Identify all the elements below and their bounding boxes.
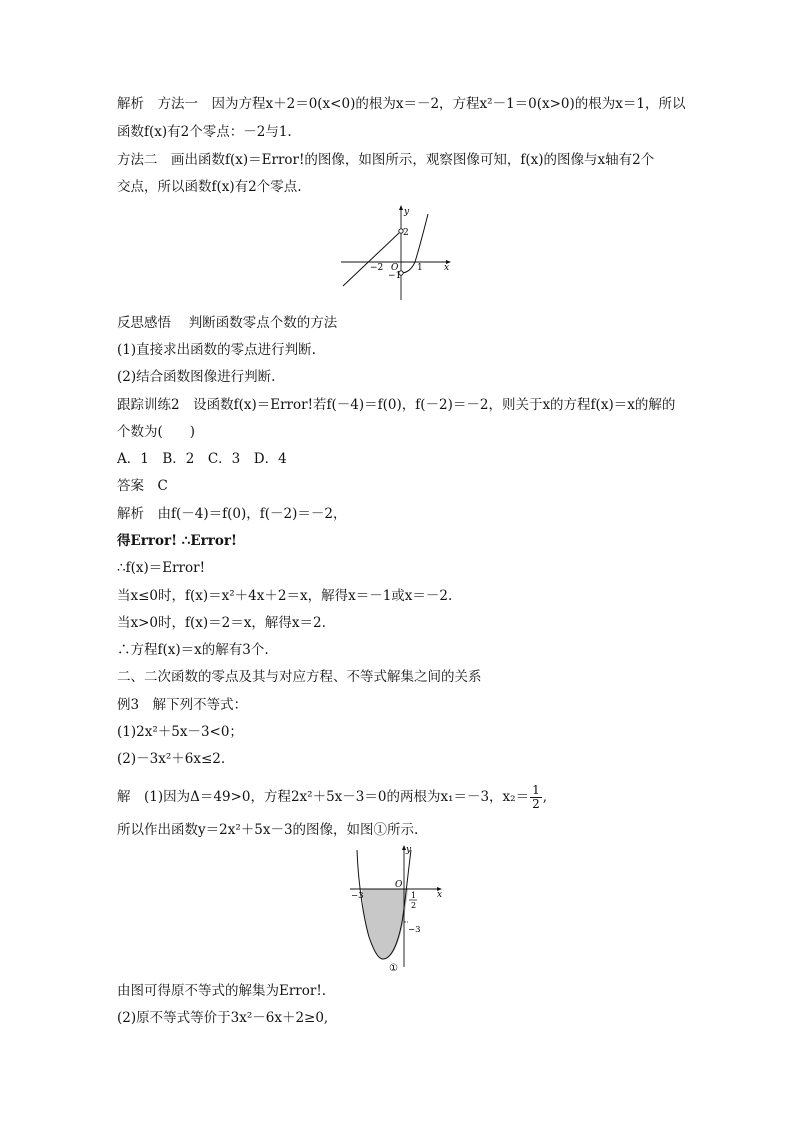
text-line-with-fraction (117, 784, 547, 811)
y-axis-arrow (399, 205, 403, 210)
text-line: 由图可得原不等式的解集为Error!. (117, 983, 327, 999)
text-line: 跟踪训练2 设函数f(x)＝Error!若f(－4)＝f(0)，f(－2)＝－2，则关于x的方程f(x)＝x的解的 (117, 397, 676, 413)
graph-svg (338, 202, 453, 302)
graph-svg (345, 842, 453, 974)
y-axis-label: y (406, 845, 412, 855)
text-line: (2)原不等式等价于3x²－6x＋2≥0, (117, 1010, 329, 1026)
text-line: (1)直接求出函数的零点进行判断. (117, 342, 316, 358)
text-line: 交点，所以函数f(x)有2个零点. (117, 179, 302, 195)
text-line: 解析 方法一 因为方程x＋2＝0(x<0)的根为x＝－2，方程x²－1＝0(x>0)的根为x＝1，所以 (117, 96, 686, 112)
x-axis-label: x (444, 263, 450, 273)
fraction-one-half: $\frac{1}{2}$ (532, 783, 540, 811)
text-line: 反思感悟 判断函数零点个数的方法 (117, 315, 338, 331)
solution-text: 解 (1)因为Δ＝49>0，方程2x²＋5x－3＝0的两根为x₁＝－3，x₂＝ (117, 789, 530, 805)
text-line: 方法二 画出函数f(x)＝Error!的图像，如图所示，观察图像可知，f(x)的图像与x轴有2个 (117, 152, 655, 168)
tick-label-neg1: −1 (388, 271, 402, 281)
text-line: (2)结合函数图像进行判断. (117, 369, 276, 385)
comma: , (542, 789, 548, 805)
origin-label: O (395, 880, 403, 890)
origin-label: O (391, 263, 399, 273)
text-line: 例3 解下列不等式： (117, 697, 248, 713)
section-heading: 二、二次函数的零点及其与对应方程、不等式解集之间的关系 (117, 669, 482, 685)
text-line: ∴方程f(x)＝x的解有3个. (117, 642, 269, 658)
tick-label-half-den: 2 (411, 901, 417, 910)
text-line: 解析 由f(－4)＝f(0)，f(－2)＝－2， (117, 506, 347, 522)
tick-label-2: 2 (403, 228, 409, 238)
text-line: 函数f(x)有2个零点：－2与1. (117, 124, 292, 140)
text-line: 得Error! ∴Error! (117, 533, 237, 549)
text-line: 所以作出函数y＝2x²＋5x－3的图像，如图①所示. (117, 822, 419, 838)
text-line: (2)－3x²＋6x≤2. (117, 751, 226, 767)
text-line: ∴f(x)＝Error! (117, 560, 206, 576)
tick-label-neg3-x: −3 (351, 891, 364, 901)
tick-label-1: 1 (417, 263, 423, 273)
parabola-graph (345, 842, 453, 974)
tick-label-neg3-y: −3 (408, 925, 421, 935)
tick-label-neg2: −2 (370, 263, 384, 273)
parabola-branch (401, 214, 428, 273)
text-line: 当x>0时，f(x)＝2＝x，解得x＝2. (117, 615, 326, 631)
figure-caption: ① (389, 963, 398, 974)
text-line: 个数为( ) (117, 424, 196, 440)
y-axis-label: y (404, 207, 410, 217)
text-line: A．1 B．2 C．3 D．4 (117, 451, 287, 467)
text-line: (1)2x²＋5x－3<0； (117, 724, 243, 740)
text-line: 答案 C (117, 478, 168, 494)
piecewise-function-graph (338, 202, 453, 302)
x-axis-label: x (437, 890, 443, 900)
tick-label-half-num: 1 (411, 891, 417, 900)
text-line: 当x≤0时，f(x)＝x²＋4x＋2＝x，解得x＝－1或x＝－2. (117, 588, 453, 604)
